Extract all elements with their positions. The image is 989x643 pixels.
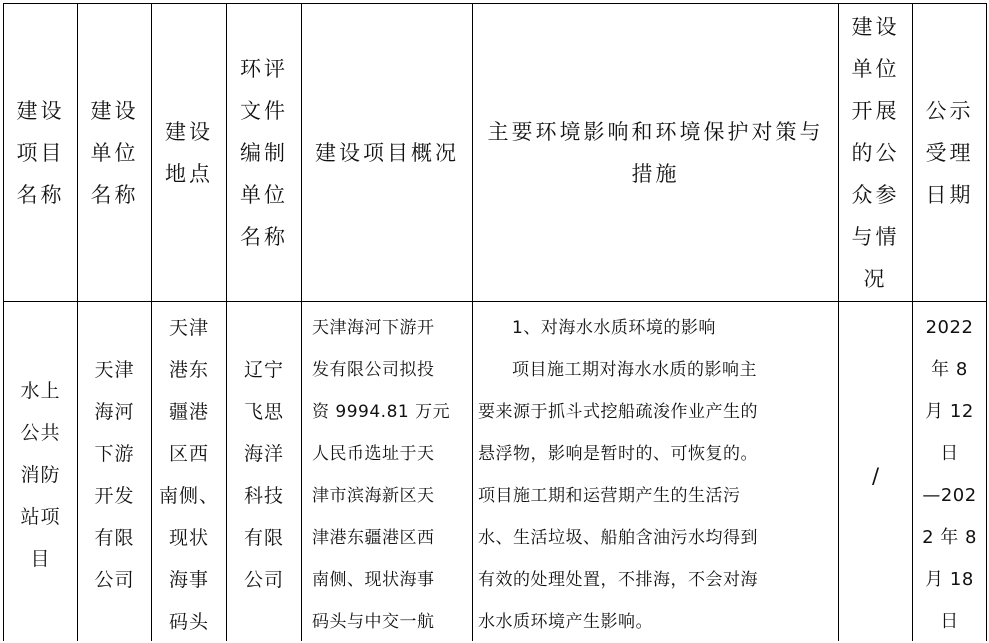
header-text: 单位 [240, 182, 288, 207]
cell-text: 水、生活垃圾、船舶含油污水均得到 [478, 528, 758, 548]
cell-text: 月 12 [925, 401, 974, 422]
header-date [913, 4, 986, 301]
cell-text: 港东 [168, 359, 209, 381]
cell-text: 辽宁 [243, 359, 284, 381]
cell-text: 1、对海水水质环境的影响 [512, 318, 716, 338]
cell-text: 科技 [243, 485, 284, 507]
cell-text: 日 [940, 443, 959, 464]
cell-text: 站项 [20, 506, 61, 528]
cell-text: 月 18 [925, 569, 974, 590]
header-text: 名称 [90, 182, 139, 207]
header-text: 的公 [851, 140, 900, 165]
cell-project-name [4, 370, 77, 600]
cell-text: 2022 [925, 317, 974, 338]
cell-text: 公司 [243, 569, 284, 591]
cell-text: 有限 [94, 527, 135, 549]
cell-text: 天津海河下游开 [312, 318, 435, 338]
cell-text: 水水质环境产生影响。 [478, 612, 653, 632]
header-public-participation [839, 4, 912, 301]
col-divider-8 [986, 3, 987, 641]
cell-text: 天津 [168, 317, 209, 339]
header-text: 开展 [851, 98, 900, 123]
cell-text: 天津 [94, 359, 135, 381]
header-text: 措施 [631, 161, 680, 186]
header-text: 名称 [240, 224, 288, 249]
header-text: 主要环境影响和环境保护对策与 [487, 119, 824, 144]
header-text: 单位 [90, 140, 139, 165]
header-text: 建设 [90, 98, 139, 123]
cell-text: 开发 [94, 485, 135, 507]
header-measures [473, 4, 838, 301]
cell-measures [478, 307, 836, 641]
cell-text: 海河 [94, 401, 135, 423]
header-project-name [4, 4, 77, 301]
header-text: 编制 [240, 140, 288, 165]
cell-text: 公司 [94, 569, 135, 591]
header-text: 单位 [851, 56, 900, 81]
cell-text: 海事 [168, 569, 209, 591]
cell-text: 津港东疆港区西 [312, 528, 435, 548]
cell-text: 2 年 8 [922, 527, 977, 548]
cell-text: 有效的处理处置，不排海，不会对海 [478, 570, 758, 590]
cell-text: 资 9994.81 万元 [312, 402, 451, 422]
cell-text: 项目施工期和运营期产生的生活污 [478, 486, 741, 506]
cell-text: 飞思 [243, 401, 284, 423]
header-text: 建设项目概况 [315, 140, 459, 165]
cell-text: 津市滨海新区天 [312, 486, 435, 506]
cell-text: 日 [940, 611, 959, 632]
header-text: 与情 [851, 224, 900, 249]
header-text: 日期 [925, 182, 974, 207]
cell-location [152, 307, 226, 641]
cell-text: 水上 [20, 380, 61, 402]
header-text: 建设 [851, 14, 900, 39]
cell-text: 疆港 [168, 401, 209, 423]
header-text: 名称 [16, 182, 65, 207]
header-overview [302, 4, 472, 301]
cell-text: —202 [922, 485, 977, 506]
header-text: 建设 [16, 98, 65, 123]
header-text: 众参 [851, 182, 900, 207]
header-text: 况 [863, 266, 888, 291]
cell-text: 有限 [243, 527, 284, 549]
cell-overview [312, 307, 470, 641]
cell-text: 码头 [168, 611, 209, 633]
header-text: 地点 [165, 161, 213, 186]
cell-builder [78, 349, 151, 609]
cell-text: 消防 [20, 464, 61, 486]
header-text: 公示 [925, 98, 974, 123]
header-text: 受理 [925, 140, 974, 165]
cell-text: 年 8 [931, 359, 968, 380]
cell-text: / [871, 464, 880, 488]
cell-text: 项目施工期对海水水质的影响主 [512, 360, 757, 380]
header-builder [78, 4, 151, 301]
header-text: 文件 [240, 98, 288, 123]
cell-text: 人民币选址于天 [312, 444, 435, 464]
cell-text: 下游 [94, 443, 135, 465]
cell-text: 公共 [20, 422, 61, 444]
cell-public-participation [839, 455, 912, 497]
cell-text: 码头与中交一航 [312, 612, 435, 632]
header-text: 环评 [240, 56, 288, 81]
cell-eia-unit [227, 349, 301, 609]
cell-text: 南侧、现状海事 [312, 570, 435, 590]
cell-date [913, 307, 986, 641]
cell-text: 海洋 [243, 443, 284, 465]
cell-text: 目 [30, 548, 51, 570]
header-text: 项目 [16, 140, 65, 165]
cell-text: 现状 [168, 527, 209, 549]
header-location [152, 4, 226, 301]
cell-text: 区西 [168, 443, 209, 465]
cell-text: 要来源于抓斗式挖船疏浚作业产生的 [478, 402, 758, 422]
cell-text: 悬浮物，影响是暂时的、可恢复的。 [478, 444, 758, 464]
cell-text: 南侧、 [158, 485, 219, 507]
header-eia-unit [227, 4, 301, 301]
header-text: 建设 [165, 119, 213, 144]
cell-text: 发有限公司拟投 [312, 360, 435, 380]
